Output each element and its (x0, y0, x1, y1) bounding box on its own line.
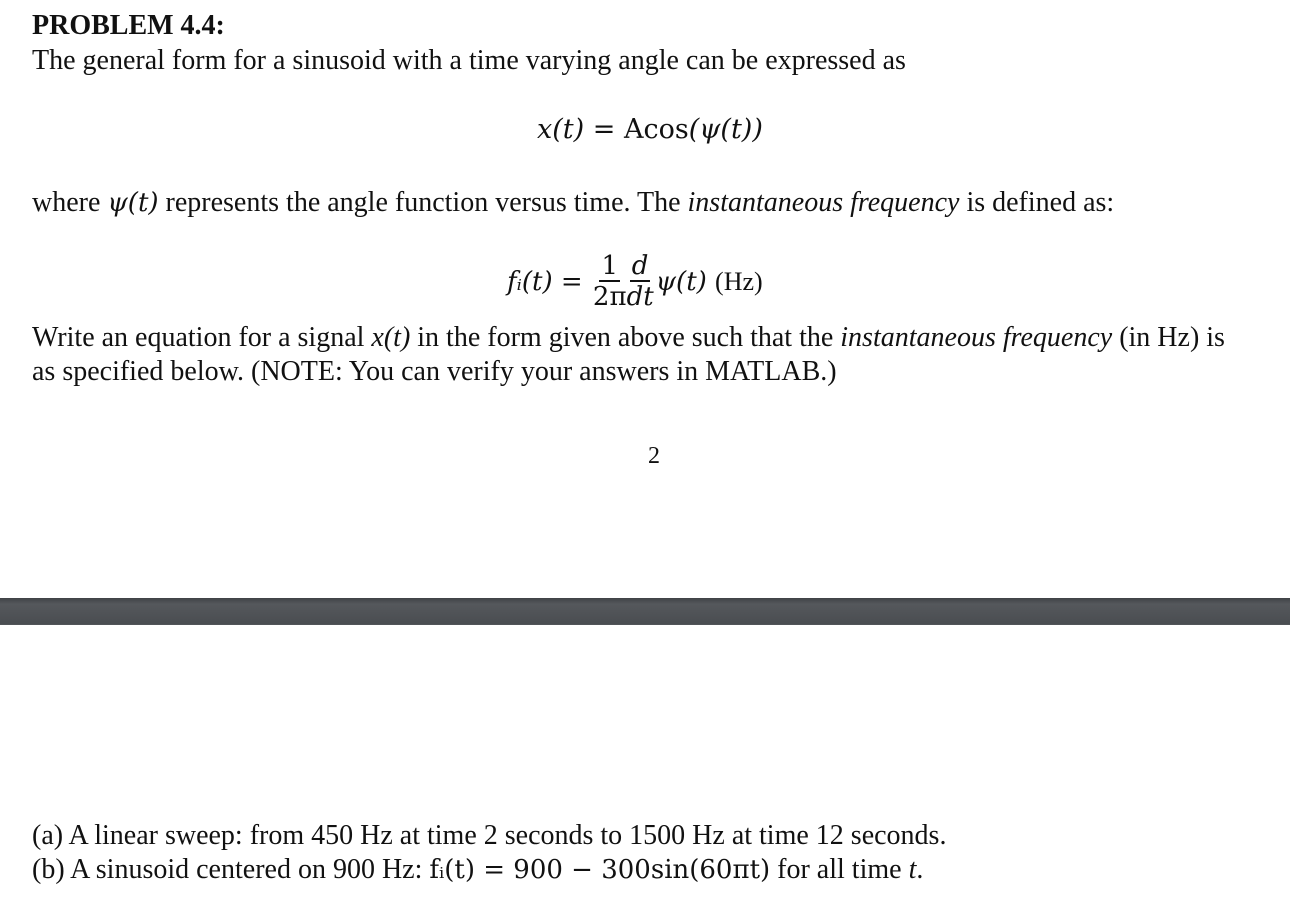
eq2-lhs: fᵢ(t) (507, 267, 553, 297)
where-post: is defined as: (959, 187, 1115, 218)
write-l1-emphasis: instantaneous frequency (840, 322, 1113, 353)
equation-signal (537, 114, 763, 145)
equation-instantaneous-frequency (507, 252, 763, 312)
write-l1-pre: Write an equation for a signal (32, 322, 372, 353)
page-number: 2 (648, 443, 660, 469)
part-b-end: . (916, 854, 924, 885)
write-line-2: as specified below. (NOTE: You can verify your answers in MATLAB.) (32, 356, 837, 387)
problem-title: PROBLEM 4.4: (32, 10, 225, 41)
where-mid: represents the angle function versus time. The (158, 187, 688, 218)
write-l1-mid: in the form given above such that the (410, 322, 841, 353)
eq2-rhs: ψ(t) (655, 267, 707, 297)
eq1-amplitude: Acos (623, 114, 689, 145)
eq2-den2: dt (626, 282, 654, 312)
eq2-fraction-1 (593, 252, 627, 312)
write-l1-post: (in Hz) is (1112, 322, 1225, 353)
eq2-equals: = (560, 267, 583, 297)
eq1-argument: (ψ(t)) (688, 114, 763, 145)
eq1-equals: = (592, 114, 616, 145)
part-b-pre: (b) A sinusoid centered on 900 Hz: (32, 854, 430, 885)
part-b-equation: fᵢ(t) = 900 − 300sin(60πt) (429, 855, 771, 885)
intro-text: The general form for a sinusoid with a time varying angle can be expressed as (32, 45, 906, 76)
where-pre: where (32, 187, 108, 218)
eq2-num1: 1 (601, 251, 619, 281)
where-symbol: ψ(t) (107, 188, 159, 218)
page-divider (0, 598, 1290, 625)
part-b-variable: t (908, 854, 917, 885)
eq2-fraction-2 (627, 252, 654, 312)
where-emphasis: instantaneous frequency (687, 187, 960, 218)
part-b (32, 853, 923, 887)
part-a: (a) A linear sweep: from 450 Hz at time 2 seconds to 1500 Hz at time 12 seconds. (32, 820, 947, 851)
eq2-den1: 2π (592, 282, 627, 312)
write-l1-symbol: x(t) (371, 322, 411, 353)
part-b-post: for all time (770, 854, 909, 885)
eq2-unit: (Hz) (715, 267, 763, 296)
eq2-num2: d (631, 251, 649, 281)
write-line-1 (32, 321, 1225, 355)
eq1-lhs: x(t) (537, 114, 585, 145)
where-sentence (32, 186, 1114, 220)
